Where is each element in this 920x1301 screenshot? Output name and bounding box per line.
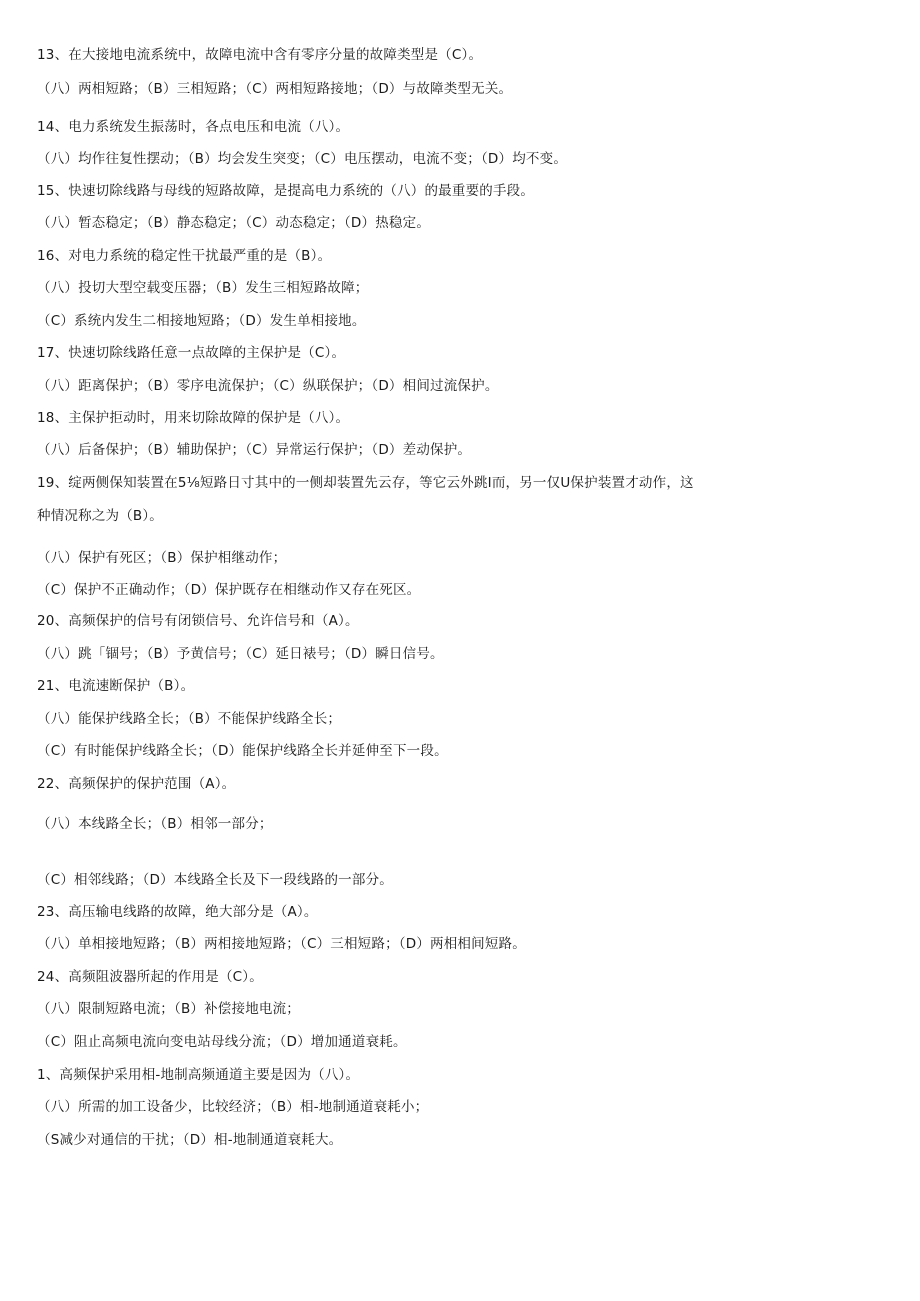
- options-20: （八）跳「锢号；（B）予黄信号；（C）延日裱号；（D）瞬日信号。: [37, 646, 444, 662]
- options-19-b: （C）保护不正确动作；（D）保护既存在相继动作又存在死区。: [37, 582, 421, 598]
- question-17: 17、快速切除线路任意一点故障的主保护是（C）。: [37, 345, 346, 361]
- question-19: 19、绽两侧保知装置在5⅛短路日寸其中的一侧却装置先云存，等它云外跳I而，另一仅U保护装置才动作，这: [37, 475, 694, 491]
- options-14: （八）均作往复性摆动；（B）均会发生突变；（C）电压摆动，电流不变；（D）均不变。: [37, 151, 568, 167]
- question-19-cont: 种情况称之为（B）。: [37, 508, 164, 524]
- options-15: （八）暂态稳定；（B）静态稳定；（C）动态稳定；（D）热稳定。: [37, 215, 431, 231]
- question-1: 1、高频保护采用相-地制高频通道主要是因为（八）。: [37, 1067, 360, 1083]
- options-16-b: （C）系统内发生二相接地短路；（D）发生单相接地。: [37, 313, 366, 329]
- options-1-b: （S减少对通信的干扰；（D）相-地制通道衰耗大。: [37, 1132, 343, 1148]
- options-1-a: （八）所需的加工设备少，比较经济；（B）相-地制通道衰耗小；: [37, 1099, 429, 1115]
- question-16: 16、对电力系统的稳定性干扰最严重的是（B）。: [37, 248, 332, 264]
- options-21-b: （C）有时能保护线路全长；（D）能保护线路全长并延伸至下一段。: [37, 743, 448, 759]
- question-23: 23、高压输电线路的故障，绝大部分是（A）。: [37, 904, 318, 920]
- question-20: 20、高频保护的信号有闭锁信号、允许信号和（A）。: [37, 613, 359, 629]
- options-13: （八）两相短路；（B）三相短路；（C）两相短路接地；（D）与故障类型无关。: [37, 81, 513, 97]
- options-21-a: （八）能保护线路全长；（B）不能保护线路全长；: [37, 711, 342, 727]
- options-24-a: （八）限制短路电流；（B）补偿接地电流；: [37, 1001, 301, 1017]
- question-14: 14、电力系统发生振荡时，各点电压和电流（八）。: [37, 119, 350, 135]
- options-16-a: （八）投切大型空载变压器；（B）发生三相短路故障；: [37, 280, 369, 296]
- options-17: （八）距离保护；（B）零序电流保护；（C）纵联保护；（D）相间过流保护。: [37, 378, 499, 394]
- question-24: 24、高频阻波器所起的作用是（C）。: [37, 969, 263, 985]
- options-22-a: （八）本线路全长；（B）相邻一部分；: [37, 816, 273, 832]
- question-15: 15、快速切除线路与母线的短路故障，是提高电力系统的（八）的最重要的手段。: [37, 183, 535, 199]
- options-22-b: （C）相邻线路；（D）本线路全长及下一段线路的一部分。: [37, 872, 393, 888]
- options-19-a: （八）保护有死区；（B）保护相继动作；: [37, 550, 287, 566]
- options-23: （八）单相接地短路；（B）两相接地短路；（C）三相短路；（D）两相相间短路。: [37, 936, 526, 952]
- question-22: 22、高频保护的保护范围（A）。: [37, 776, 236, 792]
- question-18: 18、主保护拒动时，用来切除故障的保护是（八）。: [37, 410, 350, 426]
- options-24-b: （C）阻止高频电流向变电站母线分流；（D）增加通道衰耗。: [37, 1034, 407, 1050]
- question-13: 13、在大接地电流系统中，故障电流中含有零序分量的故障类型是（C）。: [37, 47, 483, 63]
- options-18: （八）后备保护；（B）辅助保护；（C）异常运行保护；（D）差动保护。: [37, 442, 472, 458]
- question-21: 21、电流速断保护（B）。: [37, 678, 195, 694]
